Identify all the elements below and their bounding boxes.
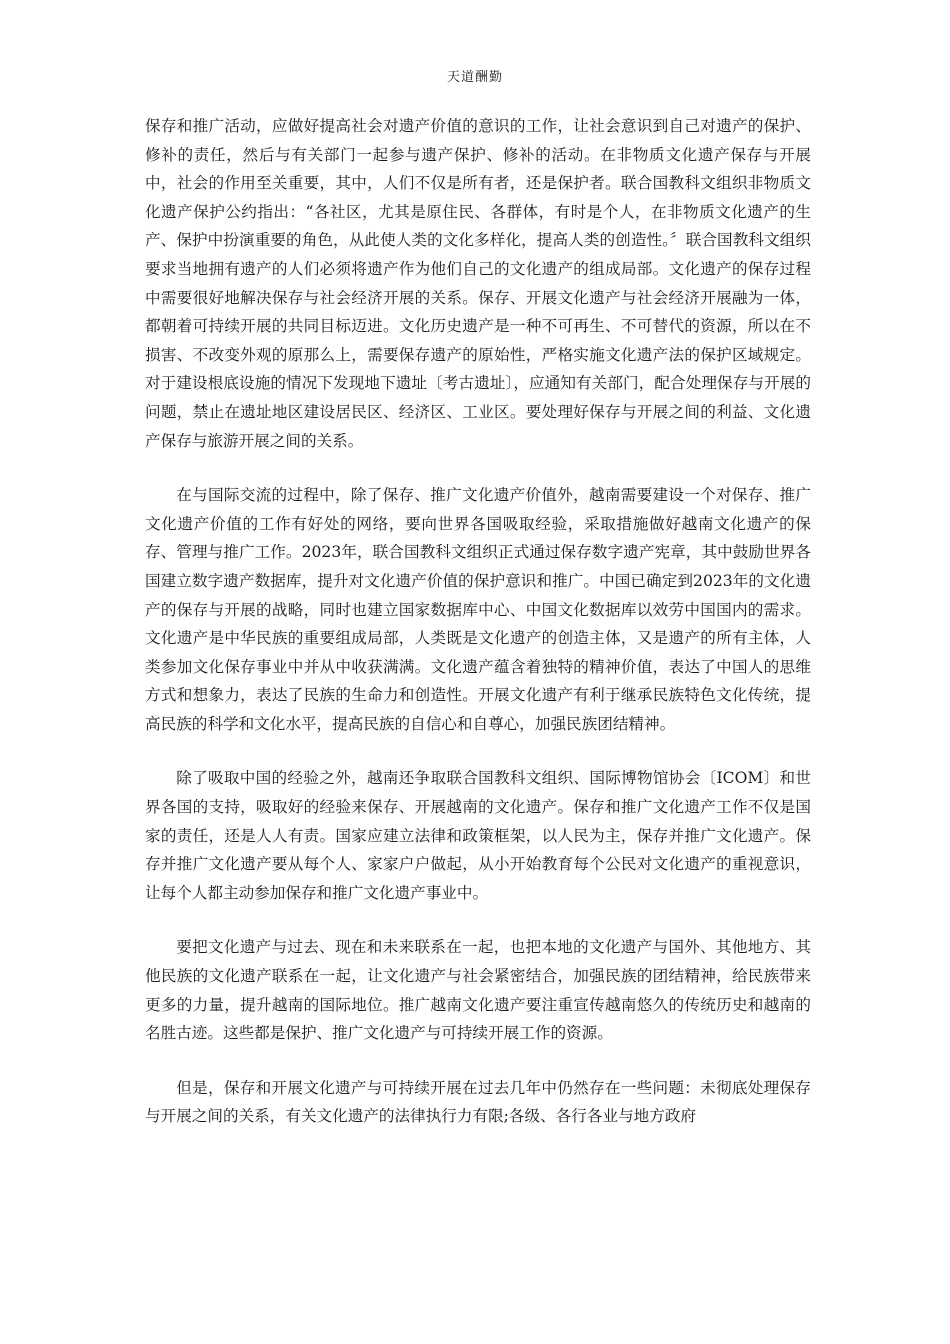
paragraph-1: 保存和推广活动，应做好提高社会对遗产价值的意识的工作，让社会意识到自己对遗产的保护、修补的责任，然后与有关部门一起参与遗产保护、修补的活动。在非物质文化遗产保存与开展中，社会的作用至关重要，其中，人们不仅是所有者，还是保护者。联合国教科文组织非物质文化遗产保护公约指出：“各社区，尤其是原住民、各群体，有时是个人，在非物质文化遗产的生产、保护中扮演重要的角色，从此使人类的文化多样化，提高人类的创造性。〞联合国教科文组织要求当地拥有遗产的人们必须将遗产作为他们自己的文化遗产的组成局部。文化遗产的保存过程中需要很好地解决保存与社会经济开展的关系。保存、开展文化遗产与社会经济开展融为一体，都朝着可持续开展的共同目标迈进。文化历史遗产是一种不可再生、不可替代的资源，所以在不损害、不改变外观的原那么上，需要保存遗产的原始性，严格实施文化遗产法的保护区域规定。对于建设根底设施的情况下发现地下遗址〔考古遗址〕，应通知有关部门，配合处理保存与开展的问题，禁止在遗址地区建设居民区、经济区、工业区。要处理好保存与开展之间的利益、文化遗产保存与旅游开展之间的关系。 [145, 117, 811, 450]
running-header: 天道酬勤 [446, 70, 503, 85]
paragraph-5: 但是，保存和开展文化遗产与可持续开展在过去几年中仍然存在一些问题：未彻底处理保存与开展之间的关系，有关文化遗产的法律执行力有限;各级、各行各业与地方政府 [145, 1078, 811, 1126]
paragraph-3: 除了吸取中国的经验之外，越南还争取联合国教科文组织、国际博物馆协会〔ICOM〕和世界各国的支持，吸取好的经验来保存、开展越南的文化遗产。保存和推广文化遗产工作不仅是国家的责任，还是人人有责。国家应建立法律和政策框架，以人民为主，保存并推广文化遗产。保存并推广文化遗产要从每个人、家家户户做起，从小开始教育每个公民对文化遗产的重视意识，让每个人都主动参加保存和推广文化遗产事业中。 [145, 769, 811, 902]
body-text [145, 112, 811, 1157]
paragraph-4: 要把文化遗产与过去、现在和未来联系在一起，也把本地的文化遗产与国外、其他地方、其他民族的文化遗产联系在一起，让文化遗产与社会紧密结合，加强民族的团结精神，给民族带来更多的力量，提升越南的国际地位。推广越南文化遗产要注重宣传越南悠久的传统历史和越南的名胜古迹。这些都是保护、推广文化遗产与可持续开展工作的资源。 [145, 938, 811, 1043]
paragraph-2: 在与国际交流的过程中，除了保存、推广文化遗产价值外，越南需要建设一个对保存、推广文化遗产价值的工作有好处的网络，要向世界各国吸取经验，采取措施做好越南文化遗产的保存、管理与推广工作。2023年，联合国教科文组织正式通过保存数字遗产宪章，其中鼓励世界各国建立数字遗产数据库，提升对文化遗产价值的保护意识和推广。中国已确定到2023年的文化遗产的保存与开展的战略，同时也建立国家数据库中心、中国文化数据库以效劳中国国内的需求。文化遗产是中华民族的重要组成局部，人类既是文化遗产的创造主体，又是遗产的所有主体，人类参加文化保存事业中并从中收获满满。文化遗产蕴含着独特的精神价值，表达了中国人的思维方式和想象力，表达了民族的生命力和创造性。开展文化遗产有利于继承民族特色文化传统，提高民族的科学和文化水平，提高民族的自信心和自尊心，加强民族团结精神。 [145, 486, 811, 733]
